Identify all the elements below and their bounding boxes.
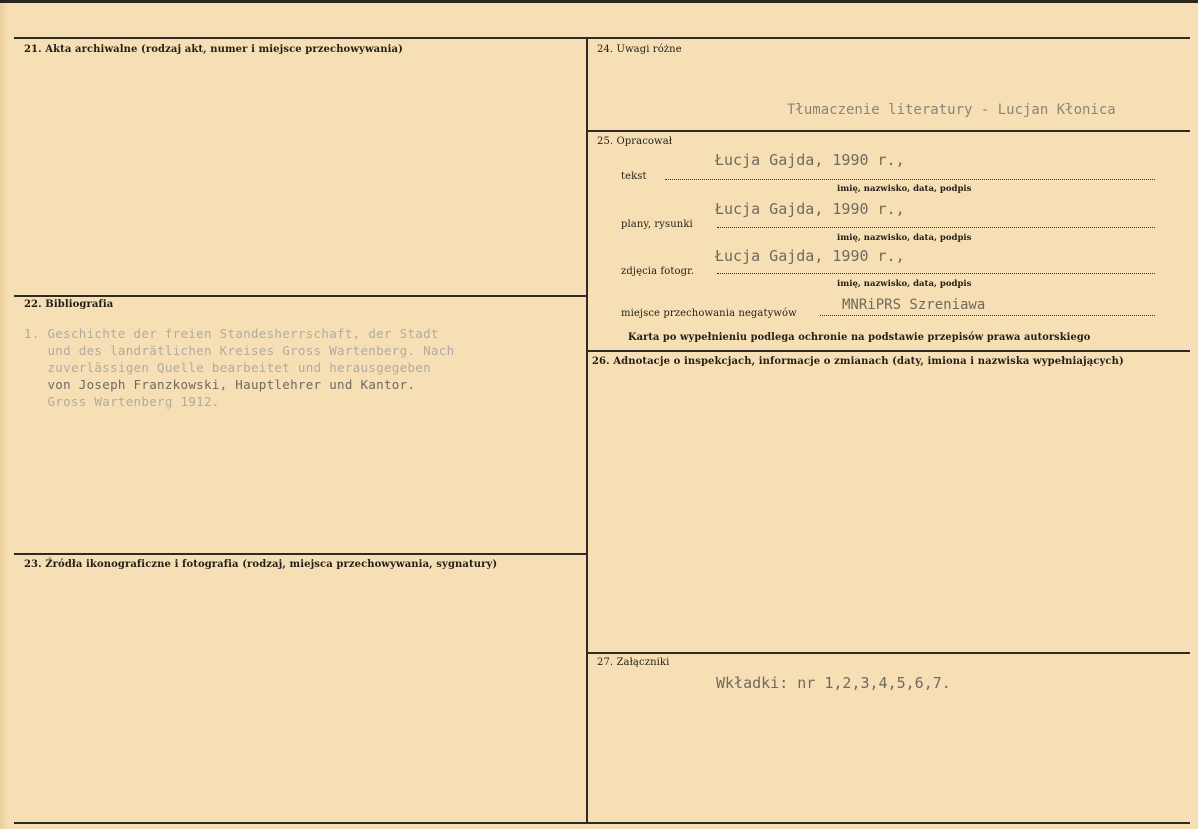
text-row-label: tekst (621, 171, 647, 182)
bibliography-line-2: und des landrätlichen Kreises Gross Wartenberg. Nach (24, 343, 455, 358)
negatives-label: miejsce przechowania negatywów (621, 308, 797, 319)
bibliography-line-4: von Joseph Franzkowski, Hauptlehrer und Kantor. (24, 377, 416, 392)
rule-22-23 (14, 553, 587, 555)
text-row-caption: imię, nazwisko, data, podpis (837, 184, 972, 194)
bibliography-line-1: 1. Geschichte der freien Standesherrschaft, der Stadt (24, 326, 439, 341)
section-25-label: 25. Opracował (597, 136, 673, 147)
remarks-value: Tłumaczenie literatury - Lucjan Kłonica (787, 102, 1116, 118)
section-23-label: 23. Źródła ikonograficzne i fotografia (rodzaj, miejsca przechowywania, sygnatury) (24, 559, 498, 570)
plans-row-line (717, 227, 1155, 228)
photos-row-line (717, 273, 1155, 274)
plans-row-caption: imię, nazwisko, data, podpis (837, 233, 972, 243)
plans-row-label: plany, rysunki (621, 219, 693, 230)
rule-24-25 (587, 130, 1190, 132)
attachments-value: Wkładki: nr 1,2,3,4,5,6,7. (716, 674, 951, 692)
rule-25-26 (587, 350, 1190, 352)
text-author-value: Łucja Gajda, 1990 r., (715, 151, 905, 169)
top-rule (14, 37, 1190, 39)
section-27-label: 27. Załączniki (597, 657, 670, 668)
record-card (0, 3, 1198, 829)
rule-26-27 (587, 652, 1190, 654)
section-21-label: 21. Akta archiwalne (rodzaj akt, numer i miejsce przechowywania) (24, 44, 403, 55)
rule-21-22 (14, 295, 587, 297)
center-divider (586, 37, 588, 823)
bottom-rule (14, 822, 1190, 824)
section-22-label: 22. Bibliografia (24, 299, 114, 310)
photos-row-label: zdjęcia fotogr. (621, 266, 695, 277)
bibliography-line-5: Gross Wartenberg 1912. (24, 394, 220, 409)
section-24-label: 24. Uwagi różne (597, 44, 682, 55)
bibliography-text (24, 325, 454, 410)
text-row-line (665, 179, 1155, 180)
photos-author-value: Łucja Gajda, 1990 r., (715, 247, 905, 265)
section-26-label: 26. Adnotacje o inspekcjach, informacje o zmianach (daty, imiona i nazwiska wypełniających) (592, 356, 1124, 367)
photos-row-caption: imię, nazwisko, data, podpis (837, 279, 972, 289)
bibliography-line-3: zuverlässigen Quelle bearbeitet und herausgegeben (24, 360, 431, 375)
copyright-notice: Karta po wypełnieniu podlega ochronie na podstawie przepisów prawa autorskiego (628, 332, 1091, 343)
plans-author-value: Łucja Gajda, 1990 r., (715, 200, 905, 218)
negatives-line (820, 315, 1155, 316)
negatives-value: MNRiPRS Szreniawa (842, 297, 986, 313)
